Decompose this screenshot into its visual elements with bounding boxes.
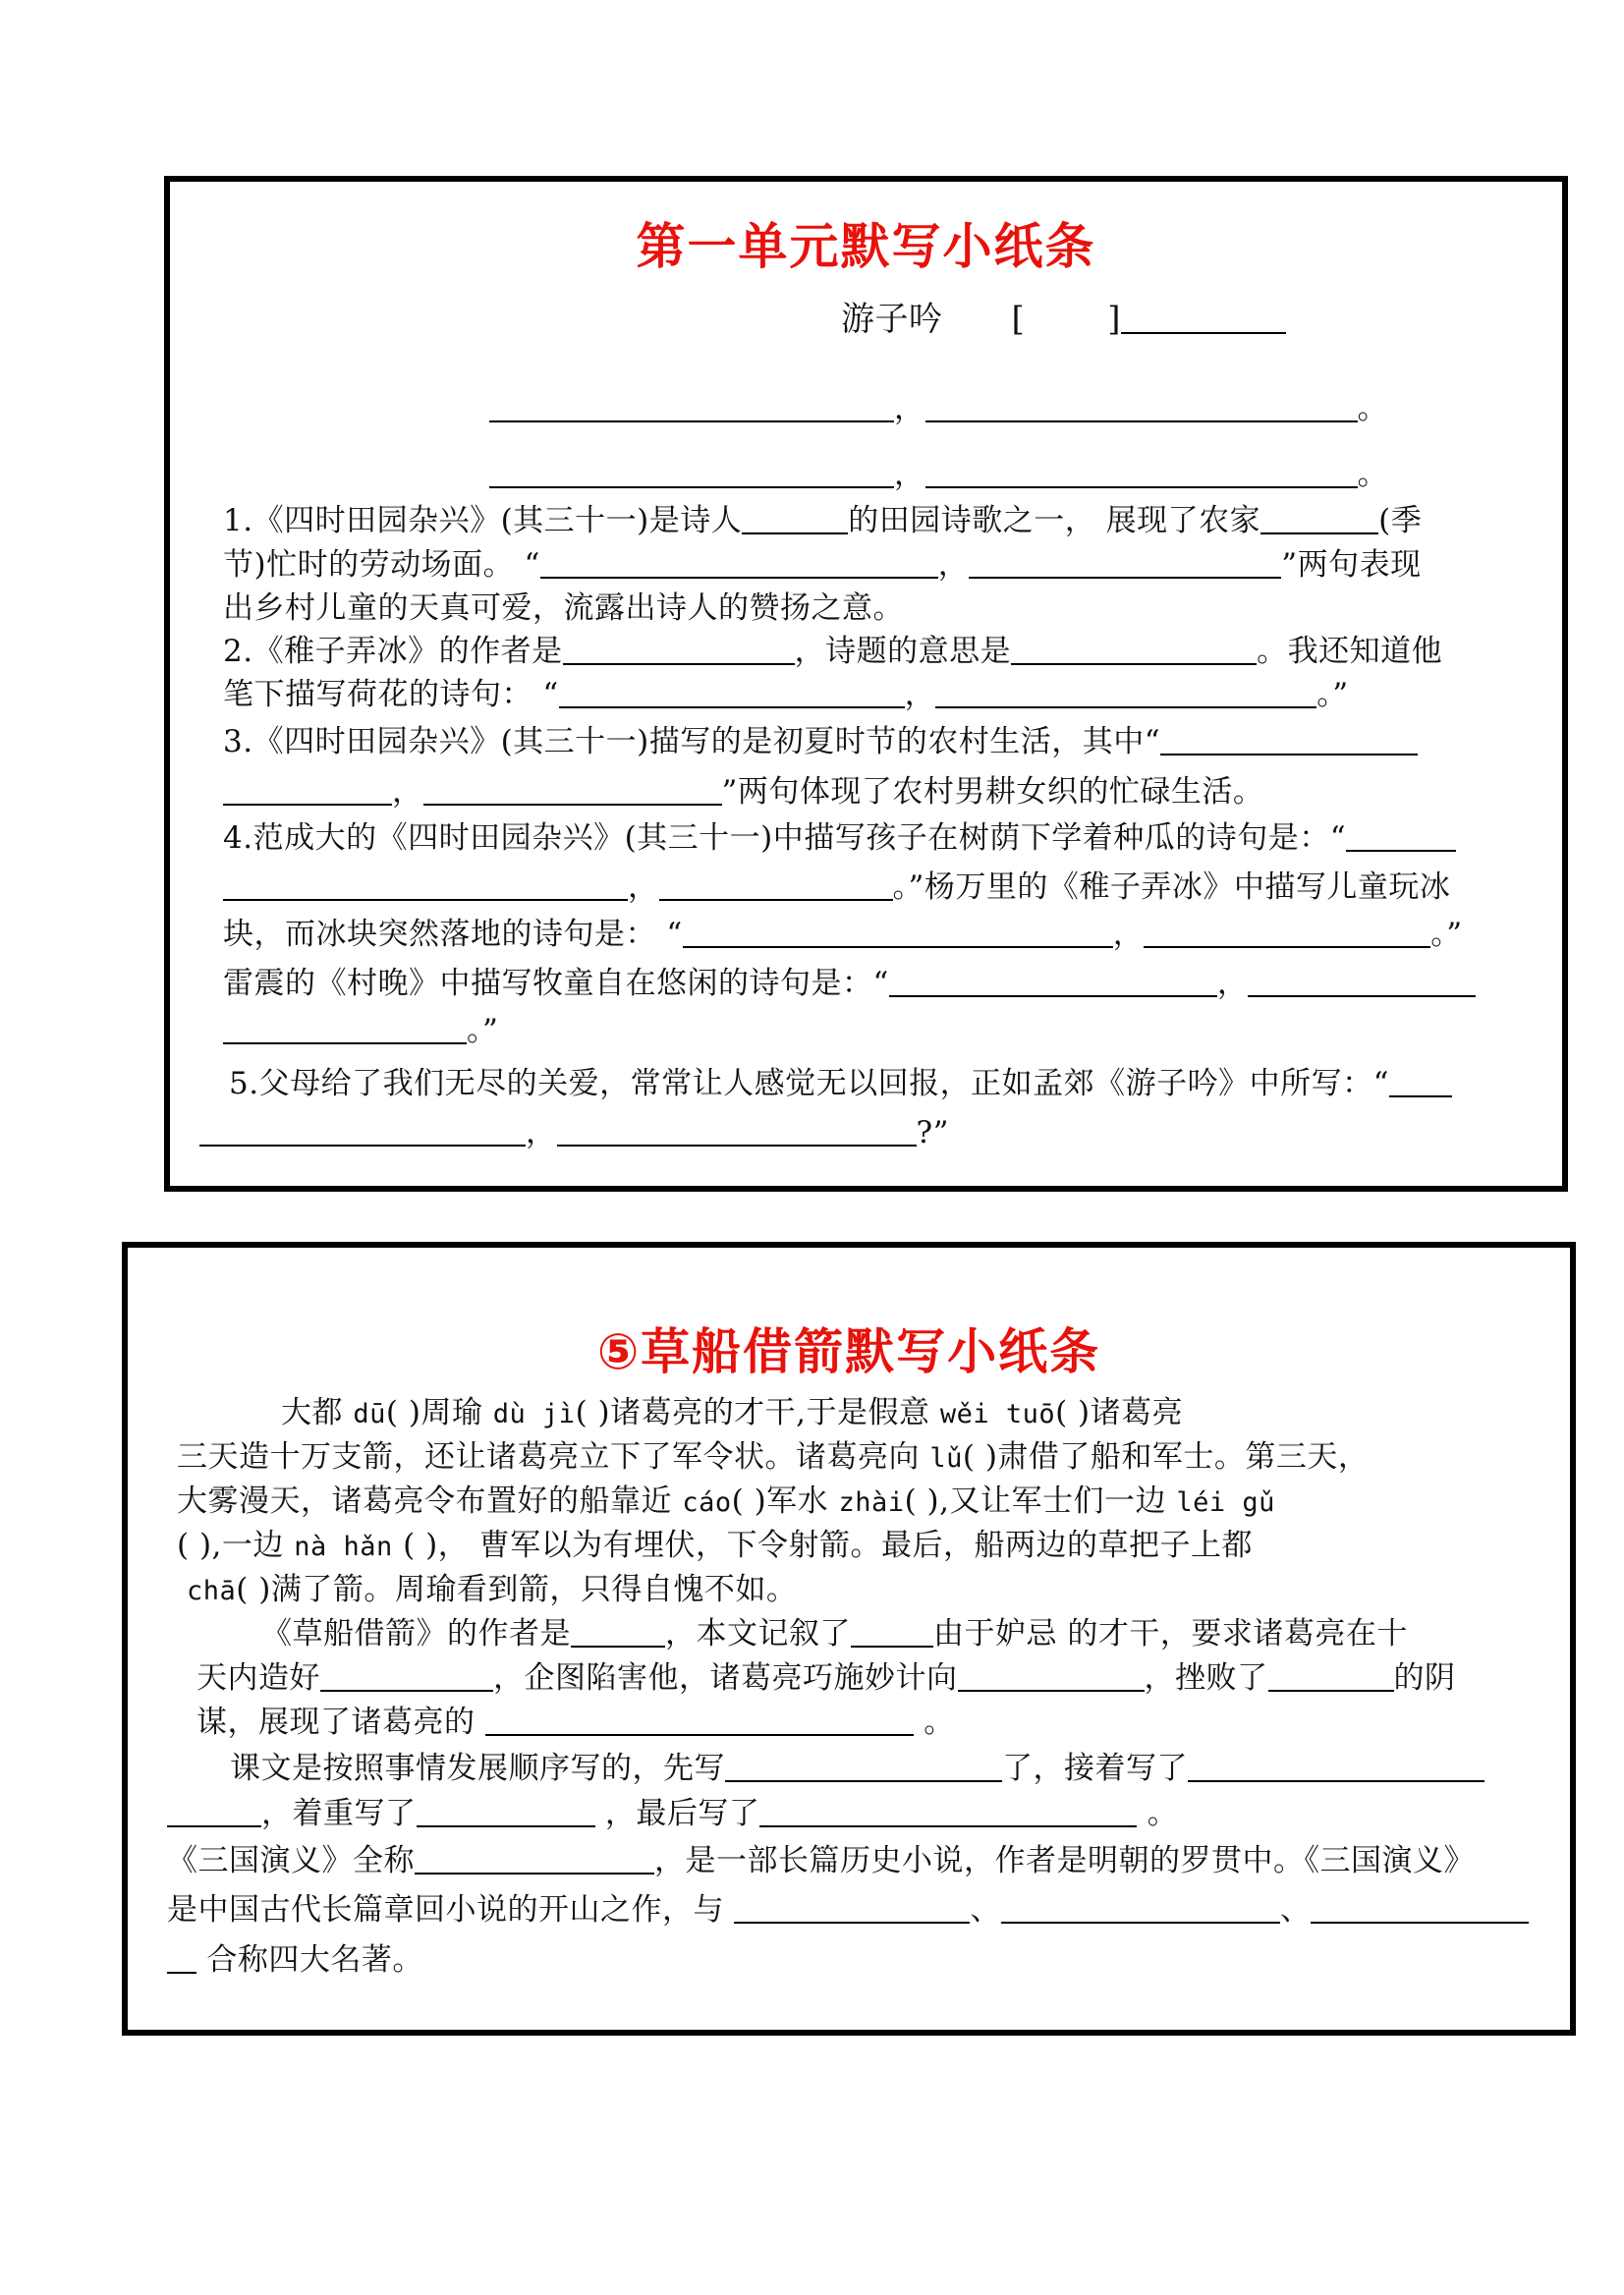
blank[interactable] <box>223 774 392 806</box>
blank[interactable] <box>167 1942 196 1974</box>
blank[interactable] <box>540 547 938 579</box>
dictation-card-straw-boats <box>122 1242 1576 2036</box>
p2-line-3: 谋，展现了诸葛亮的 。 <box>196 1705 955 1740</box>
blank[interactable] <box>1188 1751 1484 1782</box>
blank[interactable] <box>925 457 1358 488</box>
blank[interactable] <box>1248 966 1476 997</box>
bracket-right: ] <box>1107 300 1122 339</box>
poem-heading <box>841 300 1286 339</box>
blank[interactable] <box>223 869 628 901</box>
q4-line-3: 块，而冰块突然落地的诗句是： “ ， 。” <box>223 917 1463 952</box>
blank[interactable] <box>485 1705 914 1736</box>
pinyin: wěi tuō <box>939 1399 1056 1429</box>
blank[interactable] <box>1011 634 1257 665</box>
blank[interactable] <box>742 503 848 534</box>
blank[interactable] <box>199 1115 526 1147</box>
blank[interactable] <box>969 547 1281 579</box>
blank[interactable] <box>1160 724 1418 756</box>
p4-line-2: 是中国古代长篇章回小说的开山之作，与 、 、 <box>167 1890 1529 1930</box>
p1-line-5: chā( )满了箭。周瑜看到箭，只得自愧不如。 <box>187 1572 798 1607</box>
blank[interactable] <box>320 1660 493 1692</box>
p4-line-1: 《三国演义》全称 ，是一部长篇历史小说，作者是明朝的罗贯中。《三国演义》 <box>167 1843 1475 1878</box>
poem-title: 游子吟 <box>841 300 943 339</box>
bracket-left: [ <box>1011 300 1026 339</box>
poet-blank[interactable] <box>1121 303 1286 334</box>
pinyin: dū <box>353 1399 386 1429</box>
blank[interactable] <box>417 1796 595 1827</box>
blank[interactable] <box>223 1013 467 1044</box>
blank[interactable] <box>1389 1066 1452 1097</box>
card-title: ⑤草船借箭默写小纸条 <box>596 1323 1101 1380</box>
q1-line-3: 出乡村儿童的天真可爱，流露出诗人的赞扬之意。 <box>223 590 904 626</box>
blank[interactable] <box>563 634 795 665</box>
pinyin: chā <box>187 1576 237 1606</box>
blank[interactable] <box>423 774 722 806</box>
blank[interactable] <box>734 1892 970 1924</box>
blank[interactable] <box>659 869 893 901</box>
blank[interactable] <box>683 917 1113 948</box>
q5-line-2: ， ?” <box>199 1113 949 1152</box>
q4-line-4: 雷震的《村晚》中描写牧童自在悠闲的诗句是：“ ， <box>223 964 1476 1003</box>
p2-line-2: 天内造好 ，企图陷害他，诸葛亮巧施妙计向 ，挫败了 的阴 <box>196 1660 1456 1696</box>
blank[interactable] <box>935 677 1316 708</box>
blank[interactable] <box>1144 917 1430 948</box>
q3-line-2: ， ”两句体现了农村男耕女织的忙碌生活。 <box>223 772 1263 812</box>
blank[interactable] <box>1311 1892 1529 1924</box>
blank[interactable] <box>167 1796 261 1827</box>
blank[interactable] <box>725 1751 1002 1782</box>
p4-line-3: 合称四大名著。 <box>167 1940 423 1980</box>
q5-line-1: 5.父母给了我们无尽的关爱，常常让人感觉无以回报，正如孟郊《游子吟》中所写：“ <box>229 1064 1452 1103</box>
blank[interactable] <box>1346 820 1456 852</box>
blank[interactable] <box>925 391 1358 422</box>
blank[interactable] <box>1001 1892 1280 1924</box>
blank[interactable] <box>415 1843 654 1875</box>
blank[interactable] <box>851 1616 933 1648</box>
p3-line-2: ，着重写了 ，最后写了 。 <box>167 1794 1178 1833</box>
blank[interactable] <box>571 1616 665 1648</box>
blank[interactable] <box>489 391 894 422</box>
p1-line-4: ( ),一边 nà hǎn ( )， 曹军以为有埋伏，下令射箭。最后，船两边的草把子上都 <box>177 1528 1254 1563</box>
q2-line-2: 笔下描写荷花的诗句： “ ， 。” <box>223 677 1349 712</box>
q4-line-2: ， 。”杨万里的《稚子弄冰》中描写儿童玩冰 <box>223 868 1450 907</box>
q3-line-1: 3.《四时田园杂兴》(其三十一)描写的是初夏时节的农村生活，其中“ <box>223 722 1418 761</box>
pinyin: léi gǔ <box>1176 1487 1275 1518</box>
p1-line-2: 三天造十万支箭，还让诸葛亮立下了军令状。诸葛亮向 lǔ( )肃借了船和军士。第三天， <box>177 1439 1370 1475</box>
blank[interactable] <box>958 1660 1145 1692</box>
pinyin: nà hǎn <box>294 1532 393 1562</box>
q1-line-2: 节)忙时的劳动场面。 “ ， ”两句表现 <box>223 547 1422 583</box>
p3-line-1: 课文是按照事情发展顺序写的，先写 了，接着写了 <box>230 1749 1484 1788</box>
card-title: 第一单元默写小纸条 <box>636 218 1096 275</box>
blank[interactable] <box>889 966 1217 997</box>
q1-line-1: 1.《四时田园杂兴》(其三十一)是诗人 的田园诗歌之一， 展现了农家 (季 <box>223 503 1423 538</box>
pinyin: lǔ <box>929 1443 963 1474</box>
blank[interactable] <box>489 457 894 488</box>
poem-line-1: ， 。 <box>489 389 1388 428</box>
blank[interactable] <box>1260 503 1378 534</box>
pinyin: zhài <box>838 1487 905 1518</box>
q2-line-1: 2.《稚子弄冰》的作者是 ，诗题的意思是 。我还知道他 <box>223 634 1443 669</box>
blank[interactable] <box>759 1796 1137 1827</box>
blank[interactable] <box>559 677 905 708</box>
pinyin: dù jì <box>492 1399 576 1429</box>
p1-line-1: 大都 dū( )周瑜 dù jì( )诸葛亮的才干,于是假意 wěi tuō( )诸葛亮 <box>281 1395 1184 1430</box>
blank[interactable] <box>557 1115 917 1147</box>
dictation-card-unit-one <box>164 176 1568 1192</box>
q4-line-5: 。” <box>223 1011 498 1050</box>
p2-line-1: 《草船借箭》的作者是 ，本文记叙了 由于妒忌 的才干，要求诸葛亮在十 <box>261 1616 1408 1651</box>
p1-line-3: 大雾漫天，诸葛亮令布置好的船靠近 cáo( )军水 zhài( ),又让军士们一边 léi gǔ <box>177 1483 1275 1519</box>
blank[interactable] <box>1268 1660 1394 1692</box>
poem-line-2: ， 。 <box>489 455 1388 494</box>
pinyin: cáo <box>682 1487 732 1518</box>
q4-line-1: 4.范成大的《四时田园杂兴》(其三十一)中描写孩子在树荫下学着种瓜的诗句是：“ <box>223 818 1456 858</box>
